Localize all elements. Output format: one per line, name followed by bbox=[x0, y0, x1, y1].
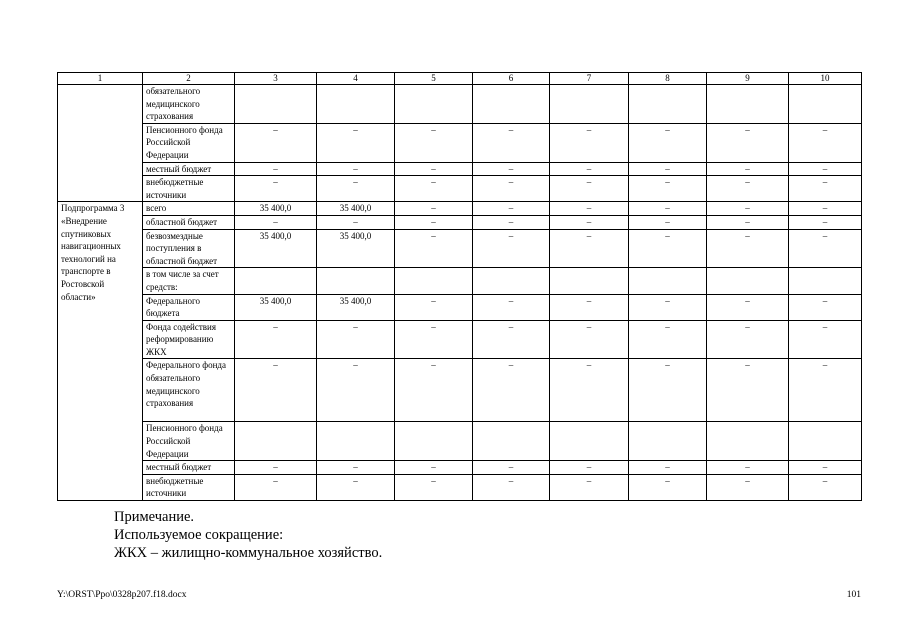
value-cell bbox=[317, 85, 395, 124]
value-cell: – bbox=[235, 461, 317, 475]
value-cell bbox=[629, 268, 707, 294]
value-cell: – bbox=[789, 320, 862, 359]
value-cell: – bbox=[550, 461, 629, 475]
funding-source-label: местный бюджет bbox=[143, 461, 235, 475]
value-cell bbox=[235, 422, 317, 461]
value-cell: – bbox=[473, 294, 550, 320]
budget-table bbox=[57, 72, 862, 501]
value-cell: – bbox=[395, 176, 473, 202]
funding-source-label: Пенсионного фонда Российской Федерации bbox=[143, 422, 235, 461]
funding-source-label: в том числе за счет средств: bbox=[143, 268, 235, 294]
value-cell: – bbox=[317, 474, 395, 500]
notes-block bbox=[114, 508, 382, 562]
value-cell bbox=[395, 268, 473, 294]
value-cell: – bbox=[707, 294, 789, 320]
value-cell: – bbox=[789, 123, 862, 162]
funding-source-label: Федерального бюджета bbox=[143, 294, 235, 320]
value-cell: – bbox=[707, 461, 789, 475]
table-row bbox=[58, 422, 862, 461]
value-cell: – bbox=[789, 202, 862, 216]
value-cell: – bbox=[317, 461, 395, 475]
footer-file-path: Y:\ORST\Ppo\0328p207.f18.docx bbox=[57, 590, 187, 600]
value-cell: – bbox=[317, 359, 395, 422]
value-cell: – bbox=[629, 461, 707, 475]
empty-program-cell bbox=[58, 85, 143, 202]
value-cell: – bbox=[550, 162, 629, 176]
value-cell: – bbox=[395, 474, 473, 500]
value-cell: – bbox=[789, 474, 862, 500]
column-header: 3 bbox=[235, 73, 317, 85]
value-cell bbox=[473, 268, 550, 294]
value-cell: – bbox=[789, 176, 862, 202]
note-abbreviation-title: Используемое сокращение: bbox=[114, 527, 284, 543]
page-number: 101 bbox=[846, 590, 861, 600]
value-cell bbox=[707, 268, 789, 294]
table-row bbox=[58, 123, 862, 162]
value-cell: – bbox=[789, 359, 862, 422]
value-cell: – bbox=[550, 320, 629, 359]
value-cell: 35 400,0 bbox=[317, 229, 395, 268]
value-cell bbox=[473, 422, 550, 461]
value-cell bbox=[629, 422, 707, 461]
value-cell: – bbox=[473, 162, 550, 176]
value-cell: – bbox=[550, 202, 629, 216]
value-cell: – bbox=[395, 229, 473, 268]
value-cell: – bbox=[395, 162, 473, 176]
value-cell: – bbox=[629, 294, 707, 320]
funding-source-label: всего bbox=[143, 202, 235, 216]
value-cell: – bbox=[707, 123, 789, 162]
funding-source-label: Федерального фонда обязательного медицинского страхования bbox=[143, 359, 235, 422]
value-cell: – bbox=[789, 215, 862, 229]
value-cell: – bbox=[235, 162, 317, 176]
value-cell: – bbox=[395, 294, 473, 320]
value-cell: – bbox=[235, 359, 317, 422]
value-cell bbox=[707, 85, 789, 124]
value-cell: – bbox=[550, 176, 629, 202]
value-cell: – bbox=[550, 474, 629, 500]
value-cell: – bbox=[235, 215, 317, 229]
value-cell bbox=[550, 85, 629, 124]
value-cell: – bbox=[707, 215, 789, 229]
value-cell: – bbox=[629, 320, 707, 359]
funding-source-label: внебюджетные источники bbox=[143, 474, 235, 500]
funding-source-label: областной бюджет bbox=[143, 215, 235, 229]
value-cell: – bbox=[707, 176, 789, 202]
column-header: 1 bbox=[58, 73, 143, 85]
value-cell bbox=[629, 85, 707, 124]
value-cell: – bbox=[473, 320, 550, 359]
value-cell: – bbox=[235, 474, 317, 500]
value-cell: 35 400,0 bbox=[235, 202, 317, 216]
value-cell: – bbox=[550, 359, 629, 422]
value-cell: – bbox=[629, 474, 707, 500]
value-cell: – bbox=[550, 215, 629, 229]
value-cell bbox=[789, 85, 862, 124]
value-cell: – bbox=[629, 162, 707, 176]
funding-source-label: Фонда содействия реформированию ЖКХ bbox=[143, 320, 235, 359]
value-cell: – bbox=[629, 176, 707, 202]
column-header: 5 bbox=[395, 73, 473, 85]
value-cell: – bbox=[629, 202, 707, 216]
value-cell: – bbox=[789, 229, 862, 268]
table-row bbox=[58, 294, 862, 320]
value-cell bbox=[235, 85, 317, 124]
value-cell: – bbox=[473, 202, 550, 216]
value-cell: – bbox=[473, 461, 550, 475]
table-row bbox=[58, 461, 862, 475]
value-cell: – bbox=[317, 162, 395, 176]
value-cell: – bbox=[473, 229, 550, 268]
column-header: 7 bbox=[550, 73, 629, 85]
table-row bbox=[58, 359, 862, 422]
value-cell: – bbox=[317, 215, 395, 229]
value-cell: – bbox=[629, 215, 707, 229]
value-cell: – bbox=[707, 162, 789, 176]
table-row bbox=[58, 176, 862, 202]
value-cell bbox=[707, 422, 789, 461]
table-row bbox=[58, 268, 862, 294]
funding-source-label: обязательного медицинского страхования bbox=[143, 85, 235, 124]
funding-source-label: внебюджетные источники bbox=[143, 176, 235, 202]
note-abbreviation-definition: ЖКХ – жилищно-коммунальное хозяйство. bbox=[114, 545, 383, 561]
value-cell: – bbox=[395, 123, 473, 162]
value-cell bbox=[550, 422, 629, 461]
value-cell: – bbox=[395, 461, 473, 475]
value-cell: – bbox=[473, 123, 550, 162]
value-cell bbox=[317, 268, 395, 294]
value-cell: – bbox=[473, 215, 550, 229]
table-row bbox=[58, 320, 862, 359]
value-cell bbox=[473, 85, 550, 124]
column-header: 2 bbox=[143, 73, 235, 85]
value-cell: – bbox=[473, 474, 550, 500]
value-cell bbox=[395, 422, 473, 461]
value-cell bbox=[395, 85, 473, 124]
value-cell: – bbox=[395, 359, 473, 422]
value-cell: – bbox=[235, 176, 317, 202]
value-cell: – bbox=[317, 320, 395, 359]
note-heading: Примечание. bbox=[114, 509, 195, 525]
column-header: 10 bbox=[789, 73, 862, 85]
value-cell: – bbox=[550, 123, 629, 162]
program-name-cell: Подпрограмма 3 «Внедрение спутниковых навигационных технологий на транспорте в Ростовской области» bbox=[58, 202, 143, 501]
value-cell: – bbox=[235, 320, 317, 359]
column-header: 9 bbox=[707, 73, 789, 85]
value-cell: – bbox=[707, 359, 789, 422]
value-cell: – bbox=[707, 320, 789, 359]
value-cell: – bbox=[789, 294, 862, 320]
value-cell: 35 400,0 bbox=[235, 294, 317, 320]
value-cell: – bbox=[789, 162, 862, 176]
value-cell: 35 400,0 bbox=[317, 202, 395, 216]
value-cell: – bbox=[317, 123, 395, 162]
column-header: 6 bbox=[473, 73, 550, 85]
table-row bbox=[58, 229, 862, 268]
value-cell: – bbox=[629, 229, 707, 268]
value-cell: – bbox=[550, 229, 629, 268]
value-cell: – bbox=[707, 229, 789, 268]
value-cell: – bbox=[473, 359, 550, 422]
value-cell: – bbox=[707, 202, 789, 216]
funding-source-label: безвозмездные поступления в областной бюджет bbox=[143, 229, 235, 268]
value-cell: 35 400,0 bbox=[235, 229, 317, 268]
column-header: 8 bbox=[629, 73, 707, 85]
value-cell bbox=[789, 268, 862, 294]
value-cell: – bbox=[395, 202, 473, 216]
value-cell bbox=[550, 268, 629, 294]
table-row bbox=[58, 162, 862, 176]
value-cell: – bbox=[789, 461, 862, 475]
value-cell: – bbox=[235, 123, 317, 162]
funding-source-label: местный бюджет bbox=[143, 162, 235, 176]
table-row bbox=[58, 202, 862, 216]
table-row bbox=[58, 215, 862, 229]
value-cell: – bbox=[317, 176, 395, 202]
table-row bbox=[58, 85, 862, 124]
column-header: 4 bbox=[317, 73, 395, 85]
value-cell: – bbox=[707, 474, 789, 500]
value-cell: – bbox=[395, 215, 473, 229]
value-cell bbox=[317, 422, 395, 461]
value-cell bbox=[235, 268, 317, 294]
value-cell bbox=[789, 422, 862, 461]
value-cell: 35 400,0 bbox=[317, 294, 395, 320]
table-row bbox=[58, 474, 862, 500]
column-number-row bbox=[58, 73, 862, 85]
value-cell: – bbox=[395, 320, 473, 359]
value-cell: – bbox=[473, 176, 550, 202]
value-cell: – bbox=[550, 294, 629, 320]
funding-source-label: Пенсионного фонда Российской Федерации bbox=[143, 123, 235, 162]
value-cell: – bbox=[629, 359, 707, 422]
value-cell: – bbox=[629, 123, 707, 162]
